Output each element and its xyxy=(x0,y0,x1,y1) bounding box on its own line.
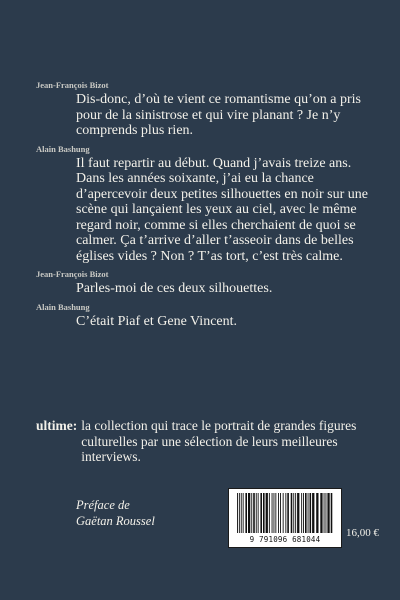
barcode-bar xyxy=(280,493,281,533)
barcode-bar xyxy=(291,493,293,533)
barcode-bar xyxy=(243,493,244,533)
collection-description: la collection qui trace le portrait de grandes figures culturelles par une sélection de leurs meilleures interviews. xyxy=(81,418,357,464)
barcode-bar xyxy=(248,493,250,533)
barcode-bar xyxy=(253,493,255,533)
preface-label: Préface de xyxy=(76,498,130,512)
barcode-bar xyxy=(283,493,284,533)
barcode-bar xyxy=(278,493,279,533)
speaker-name: Jean-François Bizot xyxy=(36,269,109,279)
interview-exchange xyxy=(36,302,376,330)
interview-exchange xyxy=(36,269,376,297)
barcode-bar xyxy=(251,493,252,533)
isbn-number: 9 791096 681044 xyxy=(249,535,321,544)
barcode-bar xyxy=(245,493,247,533)
barcode-bar xyxy=(266,493,268,533)
collection-name: ultime: xyxy=(36,418,78,433)
preface-author: Gaëtan Roussel xyxy=(76,514,155,528)
interview-exchange xyxy=(36,80,376,139)
barcode-bar xyxy=(260,493,262,533)
barcode-bars xyxy=(235,493,335,533)
barcode-bar xyxy=(263,493,265,533)
barcode-bar xyxy=(301,493,302,533)
speaker-name: Alain Bashung xyxy=(36,301,90,312)
barcode-bar xyxy=(293,493,294,533)
barcode-bar xyxy=(272,493,273,533)
barcode-bar xyxy=(275,493,276,533)
barcode-bar xyxy=(305,493,307,533)
barcode-bar xyxy=(256,493,257,533)
barcode-bar xyxy=(326,493,327,533)
speech-text: Dis-donc, d’où te vient ce romantisme qu’on a pris pour de la sinistrose et qui vire planant ? Je n’y comprends plus rien. xyxy=(76,92,361,138)
interview-exchange xyxy=(36,144,376,265)
barcode-bar xyxy=(331,493,333,533)
barcode-bar xyxy=(239,493,240,533)
barcode-bar xyxy=(303,493,304,533)
preface-credit xyxy=(76,497,155,529)
barcode-bar xyxy=(312,493,314,533)
speech-text: Il faut repartir au début. Quand j’avais treize ans. Dans les années soixante, j’ai eu la chance d’apercevoir deux petites silhouettes en noir sur une scène qui lançaient les yeux au ciel, avec le même regard noir, comme si elles cherchaient de quoi se calmer. Ça t’arrive d’aller t’asseoir dans de belles églises vides ? Non ? T’as tort, c’est très calme. xyxy=(76,155,368,264)
barcode-bar xyxy=(237,493,238,533)
barcode-bar xyxy=(297,493,299,533)
barcode-bar xyxy=(316,493,318,533)
barcode-bar xyxy=(295,493,296,533)
barcode-bar xyxy=(327,493,329,533)
collection-blurb xyxy=(36,418,376,465)
barcode-bar xyxy=(285,493,286,533)
price-label: 16,00 € xyxy=(346,527,379,539)
speech-text: Parles-moi de ces deux silhouettes. xyxy=(76,281,273,296)
isbn-barcode xyxy=(228,488,342,548)
barcode-bar xyxy=(274,493,275,533)
speaker-name: Jean-François Bizot xyxy=(36,80,109,90)
barcode-bar xyxy=(320,493,322,533)
barcode-bar xyxy=(324,493,325,533)
barcode-bar xyxy=(258,493,259,533)
speaker-name: Alain Bashung xyxy=(36,143,90,154)
barcode-bar xyxy=(269,493,270,533)
barcode-bar xyxy=(310,493,312,533)
barcode-bar xyxy=(241,493,242,533)
barcode-bar xyxy=(308,493,309,533)
speech-text: C’était Piaf et Gene Vincent. xyxy=(76,313,238,329)
interview-excerpt xyxy=(36,80,376,334)
barcode-bar xyxy=(287,493,289,533)
